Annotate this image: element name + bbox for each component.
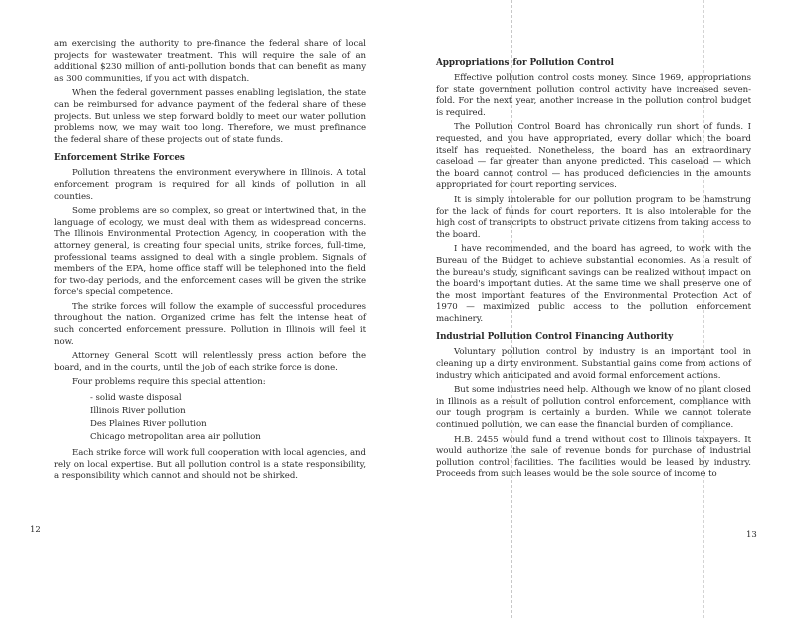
left-column [54,39,366,486]
paragraph: Attorney General Scott will relentlessly press action before the board, and in the courts, until the job of each strike force is done. [54,351,366,373]
paragraph: The Pollution Control Board has chronically run short of funds. I requested, and you have appropriated, every dollar which the board itself has requested. Nonetheless, the board has an extraordinary caseload — far greater than anyone predicted. This caseload — which the board cannot control — has produced deficiencies in the amounts appropriated for court reporting services. [436,122,751,191]
paragraph: Voluntary pollution control by industry is an important tool in cleaning up a dirty environment. Substantial gains come from actions of industry which anticipated and avoid formal enforcement actions. [436,347,751,381]
page-number: 13 [746,530,757,540]
paragraph: But some industries need help. Although we know of no plant closed in Illinois as a result of pollution control enforcement, compliance with our tough program is certainly a burden. While we cannot tolerate continued pollution, we can ease the financial burden of compliance. [436,385,751,431]
right-page [400,0,800,618]
paragraph: Effective pollution control costs money. Since 1969, appropriations for state government pollution control activity have increased seven-fold. For the next year, another increase in the pollution control budget is required. [436,73,751,118]
page-number: 12 [30,525,41,535]
problem-list [90,392,366,444]
paragraph: H.B. 2455 would fund a trend without cost to Illinois taxpayers. It would authorize the sale of revenue bonds for purchase of industrial pollution control facilities. The facilities would be leased by industry. Proceeds from such leases would be the sole source of income to [436,434,751,480]
paragraph: The strike forces will follow the example of successful procedures throughout the nation. Organized crime has felt the intense heat of such concerted enforcement pressure. Pollution in Illinois will feel it now. [54,301,366,347]
list-item: Illinois River pollution [90,406,186,417]
section-heading: Appropriations for Pollution Control [436,58,614,68]
section-heading: Enforcement Strike Forces [54,153,185,164]
paragraph: Pollution threatens the environment everywhere in Illinois. A total enforcement program is required for all kinds of pollution in all counties. [54,168,366,202]
paragraph: am exercising the authority to pre-finance the federal share of local projects for wastewater treatment. This will require the sale of an additional $230 million of anti-pollution bonds that can benefit as many as 300 communities, if you act with dispatch. [54,39,366,84]
list-item: Chicago metropolitan area air pollution [90,432,261,443]
list-intro: Four problems require this special attention: [72,377,266,388]
right-column [436,58,751,484]
paragraph: Some problems are so complex, so great or intertwined that, in the language of ecology, we must deal with them as widespread concerns. The Illinois Environmental Protection Agency, in cooperation with the attorney general, is creating four special units, strike forces, full-time, professional teams assigned to deal with a single problem. Signals of members of the EPA, home office staff will be telephoned into the field for two-day periods, and the enforcement cases will be given the strike force's special competence. [54,206,366,298]
paragraph: When the federal government passes enabling legislation, the state can be reimbursed for advance payment of the federal share of these projects. But unless we step forward boldly to meet our water pollution problems now, we may wait too long. Therefore, we must prefinance the federal share of these projects out of state funds. [54,88,366,145]
paragraph: I have recommended, and the board has agreed, to work with the Bureau of the Budget to achieve substantial economies. As a result of the bureau's study, significant savings can be realized without impact on the board's important duties. At the same time we shall preserve one of the most important features of the Environmental Protection Act of 1970 — maximized public access to the pollution enforcement machinery. [436,244,751,324]
list-item: - solid waste disposal [90,393,182,404]
list-item: Des Plaines River pollution [90,419,207,430]
paragraph: It is simply intolerable for our pollution program to be hamstrung for the lack of funds for court reporters. It is also intolerable for the high cost of transcripts to obstruct private citizens from taking access to the board. [436,194,751,240]
section-heading: Industrial Pollution Control Financing Authority [436,332,674,343]
paragraph: Each strike force will work full cooperation with local agencies, and rely on local expertise. But all pollution control is a state responsibility, a responsibility which cannot and should not be shirked. [54,448,366,482]
